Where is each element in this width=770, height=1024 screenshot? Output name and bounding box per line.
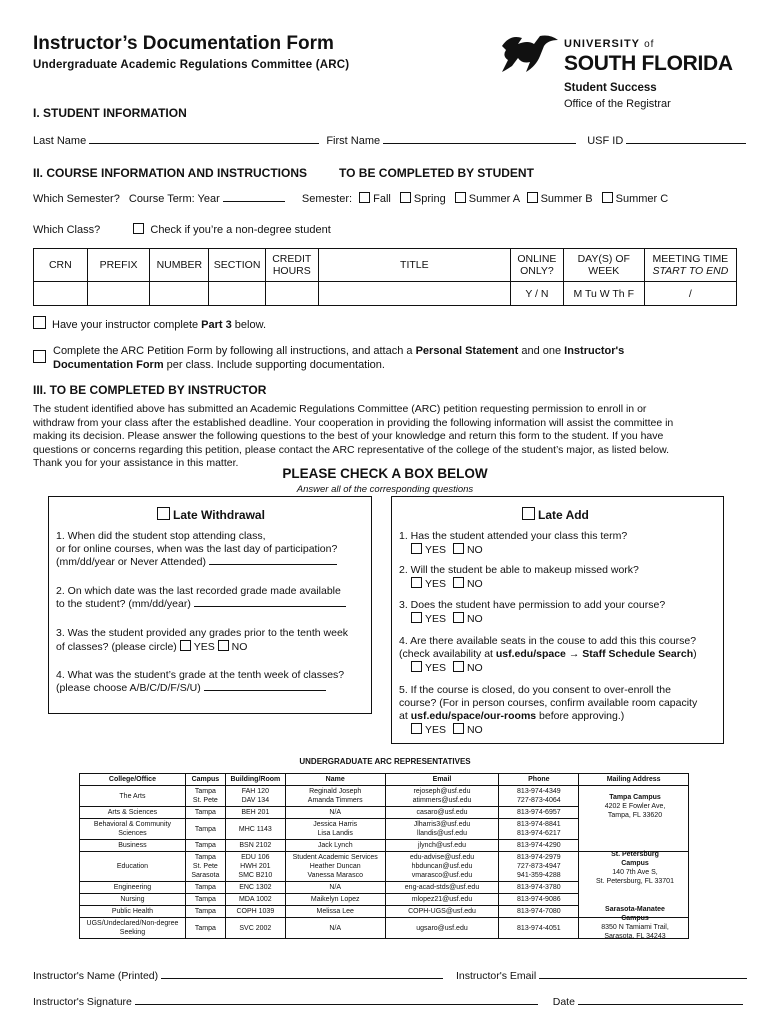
checkbox-icon[interactable] <box>33 350 46 363</box>
col-days: DAY(S) OF WEEK <box>563 249 644 282</box>
semester-summer-c[interactable]: Summer C <box>602 193 669 205</box>
checkbox-icon[interactable] <box>157 507 170 520</box>
lw-q3-no[interactable]: NO <box>218 641 248 653</box>
la-question-1: 1. Has the student attended your class this term? YES NO <box>399 530 628 556</box>
our-rooms-link[interactable]: usf.edu/space/our-rooms <box>410 710 537 722</box>
checkbox-icon[interactable] <box>359 192 370 203</box>
reps-college: UGS/Undeclared/Non-degree Seeking <box>80 918 186 939</box>
part3-instruction: Have your instructor complete Part 3 below. <box>33 316 266 331</box>
title-cell[interactable] <box>318 282 510 306</box>
semester-fall[interactable]: Fall <box>359 193 391 205</box>
instructor-signature-field[interactable] <box>135 996 538 1005</box>
instructor-email-label: Instructor's Email <box>455 970 537 982</box>
checkbox-icon[interactable] <box>411 577 422 588</box>
logo-unit: Student Success <box>564 82 657 94</box>
col-title: TITLE <box>318 249 510 282</box>
section-cell[interactable] <box>209 282 266 306</box>
reps-title: UNDERGRADUATE ARC REPRESENTATIVES <box>299 757 471 766</box>
check-box-subheading: Answer all of the corresponding questions <box>296 484 474 495</box>
reps-name: Jack Lynch <box>285 840 385 852</box>
reps-email: COPH-UGS@usf.edu <box>385 906 499 918</box>
usf-id-label: USF ID <box>587 135 624 147</box>
semester-label: Semester: <box>301 193 353 205</box>
checkbox-icon[interactable] <box>602 192 613 203</box>
reps-college: Education <box>80 852 186 882</box>
checkbox-icon[interactable] <box>411 543 422 554</box>
instructor-email-field[interactable] <box>539 970 747 979</box>
prefix-cell[interactable] <box>87 282 150 306</box>
reps-email: casaro@usf.edu <box>385 807 499 819</box>
reps-email: edu-advise@usf.edu hbduncan@usf.edu vmarasco@usf.edu <box>385 852 499 882</box>
check-box-heading: PLEASE CHECK A BOX BELOW <box>282 466 488 481</box>
lw-question-4: 4. What was the student’s grade at the tenth week of classes? (please choose A/B/C/D/F/S/U) <box>56 669 345 694</box>
reps-phone: 813-974-6957 <box>499 807 579 819</box>
form-title: Instructor’s Documentation Form <box>33 33 334 54</box>
checkbox-icon[interactable] <box>453 577 464 588</box>
reps-room: ENC 1302 <box>225 882 285 894</box>
logo-university: UNIVERSITY of <box>564 38 655 50</box>
col-online: ONLINE ONLY? <box>511 249 564 282</box>
checkbox-icon[interactable] <box>453 723 464 734</box>
la-question-4: 4. Are there available seats in the couse to add this this course? (check availability at usf.edu/space → Staff Schedule Search) YES NO <box>399 635 697 674</box>
usf-logo <box>500 28 745 118</box>
reps-header-row <box>80 774 689 786</box>
sarasota-address: Sarasota-Manatee Campus 8350 N Tamiami Trail, Sarasota, FL 34243 <box>601 906 669 940</box>
semester-summer-a[interactable]: Summer A <box>455 193 520 205</box>
usf-id-field[interactable] <box>626 134 746 144</box>
checkbox-icon[interactable] <box>400 192 411 203</box>
petition-checkbox[interactable] <box>33 349 49 367</box>
col-number: NUMBER <box>150 249 209 282</box>
which-class-label: Which Class? <box>33 224 101 236</box>
la-question-2: 2. Will the student be able to makeup missed work? YES NO <box>399 564 639 590</box>
reps-phone: 813-974-7080 <box>499 906 579 918</box>
reps-name: Student Academic Services Heather Duncan Vanessa Marasco <box>285 852 385 882</box>
checkbox-icon[interactable] <box>453 543 464 554</box>
la-q2-yes[interactable]: YES <box>411 578 446 590</box>
col-section: SECTION <box>209 249 266 282</box>
footer-row-2 <box>33 996 743 1008</box>
reps-campus: Tampa St. Pete <box>185 786 225 807</box>
lw-q3-yes[interactable]: YES <box>180 641 215 653</box>
reps-name: Reginald Joseph Amanda Timmers <box>285 786 385 807</box>
checkbox-icon[interactable] <box>411 723 422 734</box>
instructor-signature-label: Instructor's Signature <box>33 996 132 1008</box>
reps-col-mailing: Mailing Address <box>579 774 689 786</box>
col-credit-hours: CREDIT HOURS <box>265 249 318 282</box>
checkbox-icon[interactable] <box>455 192 466 203</box>
reps-name: Jessica Harris Lisa Landis <box>285 819 385 840</box>
col-meeting-time: MEETING TIME START TO END <box>644 249 736 282</box>
checkbox-icon[interactable] <box>411 612 422 623</box>
last-name-field[interactable] <box>89 134 319 144</box>
date-label: Date <box>552 996 575 1008</box>
bull-logo-icon <box>500 32 560 76</box>
reps-room: EDU 106 HWH 201 SMC B210 <box>225 852 285 882</box>
course-table-header <box>34 249 737 282</box>
semester-spring[interactable]: Spring <box>400 193 446 205</box>
reps-phone: 813-974-3780 <box>499 882 579 894</box>
reps-campus: Tampa <box>185 819 225 840</box>
reps-phone: 813-974-4290 <box>499 840 579 852</box>
course-term-label: Course Term: Year <box>128 193 220 205</box>
semester-row <box>33 192 668 205</box>
reps-college: Public Health <box>80 906 186 918</box>
last-name-label: Last Name <box>33 135 87 147</box>
la-q4-no[interactable]: NO <box>453 662 483 674</box>
petition-instruction: Complete the ARC Petition Form by following all instructions, and attach a Personal Statement and one Instructor's Documentation Form per class. Include supporting documentation. <box>53 345 625 371</box>
non-degree-option[interactable]: Check if you’re a non-degree student <box>133 224 330 236</box>
reps-college: Arts & Sciences <box>80 807 186 819</box>
late-withdrawal-panel <box>48 496 372 714</box>
crn-cell[interactable] <box>34 282 88 306</box>
reps-col-room: Building/Room <box>225 774 285 786</box>
reps-phone: 813-974-2979 727-873-4947 941-359-4288 <box>499 852 579 882</box>
reps-room: FAH 120 DAV 134 <box>225 786 285 807</box>
section-2-heading-right: TO BE COMPLETED BY STUDENT <box>339 166 534 180</box>
checkbox-icon[interactable] <box>180 640 191 651</box>
section-3-paragraph: The student identified above has submitted an Academic Regulations Committee (ARC) petition requesting permission to enroll in or withdraw from your class after the established deadline. Your cooperation in providing the following information will assist the committee in making its decision. Please answer the following questions to the best of your knowledge and return this form to the student. If you have questions or concerns regarding this petition, please contact the ARC representative of the college of the student’s major, as listed below. Thank you for your assistance in this matter. <box>33 403 674 470</box>
reps-name: Maikelyn Lopez <box>285 894 385 906</box>
reps-email: eng-acad-stds@usf.edu <box>385 882 499 894</box>
reps-campus: Tampa <box>185 906 225 918</box>
checkbox-icon[interactable] <box>218 640 229 651</box>
reps-room: MHC 1143 <box>225 819 285 840</box>
la-q3-yes[interactable]: YES <box>411 613 446 625</box>
checkbox-icon[interactable] <box>527 192 538 203</box>
student-info-row <box>33 134 746 147</box>
section-1-heading: I. STUDENT INFORMATION <box>33 106 187 120</box>
la-q2-no[interactable]: NO <box>453 578 483 590</box>
logo-name: SOUTH FLORIDA <box>564 52 733 75</box>
course-table <box>33 248 737 306</box>
reps-campus: Tampa <box>185 918 225 939</box>
reps-col-college: College/Office <box>80 774 186 786</box>
reps-name: N/A <box>285 807 385 819</box>
reps-name: N/A <box>285 882 385 894</box>
checkbox-icon[interactable] <box>411 661 422 672</box>
reps-phone: 813-974-8841 813-974-6217 <box>499 819 579 840</box>
reps-campus: Tampa <box>185 882 225 894</box>
reps-campus: Tampa <box>185 807 225 819</box>
reps-room: COPH 1039 <box>225 906 285 918</box>
la-q1-yes[interactable]: YES <box>411 544 446 556</box>
logo-office: Office of the Registrar <box>564 98 671 110</box>
checkbox-icon[interactable] <box>133 223 144 234</box>
la-question-3: 3. Does the student have permission to add your course? YES NO <box>399 599 666 625</box>
reps-campus: Tampa <box>185 840 225 852</box>
lw-q1-field[interactable] <box>209 556 337 565</box>
course-table-row <box>34 282 737 306</box>
reps-phone: 813-974-4349 727-873-4064 <box>499 786 579 807</box>
late-add-panel <box>391 496 724 744</box>
reps-phone: 813-974-4051 <box>499 918 579 939</box>
reps-college: Behavioral & Community Sciences <box>80 819 186 840</box>
reps-phone: 813-974-9086 <box>499 894 579 906</box>
reps-campus: Tampa <box>185 894 225 906</box>
reps-col-phone: Phone <box>499 774 579 786</box>
reps-room: MDA 1002 <box>225 894 285 906</box>
reps-college: Nursing <box>80 894 186 906</box>
reps-col-name: Name <box>285 774 385 786</box>
section-3-heading: III. TO BE COMPLETED BY INSTRUCTOR <box>33 383 267 397</box>
reps-name: N/A <box>285 918 385 939</box>
checkbox-icon[interactable] <box>33 316 46 329</box>
lw-question-2: 2. On which date was the last recorded grade made available to the student? (mm/dd/year) <box>56 585 346 611</box>
reps-col-campus: Campus <box>185 774 225 786</box>
reps-room: BEH 201 <box>225 807 285 819</box>
la-q4-yes[interactable]: YES <box>411 662 446 674</box>
reps-campus: Tampa St. Pete Sarasota <box>185 852 225 882</box>
which-class-row <box>33 223 331 236</box>
checkbox-icon[interactable] <box>522 507 535 520</box>
reps-email: mlopez21@usf.edu <box>385 894 499 906</box>
la-q1-no[interactable]: NO <box>453 544 483 556</box>
credit-hours-cell[interactable] <box>265 282 318 306</box>
col-prefix: PREFIX <box>87 249 150 282</box>
reps-college: Engineering <box>80 882 186 894</box>
reps-email: Jlharris3@usf.edu llandis@usf.edu <box>385 819 499 840</box>
lw-question-3: 3. Was the student provided any grades prior to the tenth week of classes? (please circle) YES NO <box>56 627 349 653</box>
space-link[interactable]: usf.edu/space → Staff Schedule Search <box>495 648 694 660</box>
reps-email: ugsaro@usf.edu <box>385 918 499 939</box>
la-q5-no[interactable]: NO <box>453 724 483 736</box>
checkbox-icon[interactable] <box>453 612 464 623</box>
time-cell[interactable]: / <box>644 282 736 306</box>
la-q5-yes[interactable]: YES <box>411 724 446 736</box>
late-withdrawal-option[interactable]: Late Withdrawal <box>157 507 265 522</box>
reps-room: SVC 2002 <box>225 918 285 939</box>
reps-email: rejoseph@usf.edu atimmers@usf.edu <box>385 786 499 807</box>
tampa-address: Tampa Campus 4202 E Fowler Ave, Tampa, FL 33620 <box>604 794 666 819</box>
days-cell[interactable]: M Tu W Th F <box>563 282 644 306</box>
online-cell[interactable]: Y / N <box>511 282 564 306</box>
date-field[interactable] <box>578 996 743 1005</box>
first-name-field[interactable] <box>383 134 576 144</box>
la-q3-no[interactable]: NO <box>453 613 483 625</box>
footer-row-1 <box>33 970 747 982</box>
number-cell[interactable] <box>150 282 209 306</box>
st-pete-address: St. Petersburg Campus 140 7th Ave S, St. Petersburg, FL 33701 <box>596 851 674 885</box>
col-crn: CRN <box>34 249 88 282</box>
la-question-5: 5. If the course is closed, do you consent to over-enroll the course? (For in person courses, confirm available room capacity at usf.edu/space/our-rooms before approving.) YES NO <box>399 684 698 736</box>
semester-summer-b[interactable]: Summer B <box>527 193 593 205</box>
which-semester-label: Which Semester? <box>33 193 120 205</box>
instructor-name-field[interactable] <box>161 970 443 979</box>
section-2-heading: II. COURSE INFORMATION AND INSTRUCTIONS <box>33 166 307 180</box>
late-add-option[interactable]: Late Add <box>522 507 589 522</box>
lw-q4-field[interactable] <box>204 682 326 691</box>
first-name-label: First Name <box>326 135 381 147</box>
checkbox-icon[interactable] <box>453 661 464 672</box>
reps-room: BSN 2102 <box>225 840 285 852</box>
reps-email: jlynch@usf.edu <box>385 840 499 852</box>
reps-col-email: Email <box>385 774 499 786</box>
lw-q2-field[interactable] <box>194 598 346 607</box>
lw-question-1: 1. When did the student stop attending class, or for online courses, when was the last day of participation? (mm/dd/year or Never Attended) <box>56 530 338 568</box>
instructor-name-label: Instructor's Name (Printed) <box>33 970 159 982</box>
form-subtitle: Undergraduate Academic Regulations Committee (ARC) <box>33 59 350 71</box>
year-field[interactable] <box>223 192 285 202</box>
reps-college: Business <box>80 840 186 852</box>
reps-name: Melissa Lee <box>285 906 385 918</box>
reps-college: The Arts <box>80 786 186 807</box>
